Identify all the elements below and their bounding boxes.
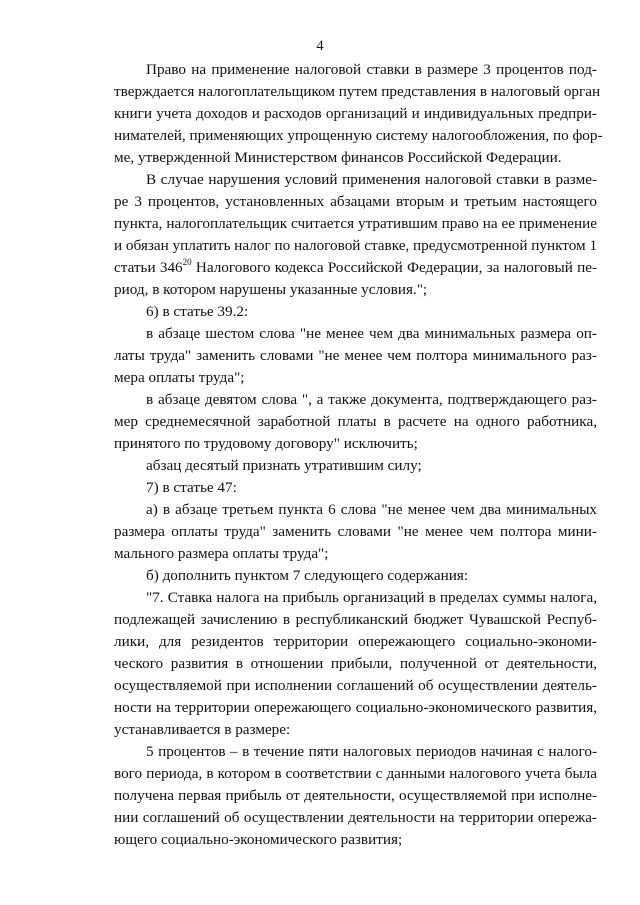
text-line: и обязан уплатить налог по налоговой ставке, предусмотренной пунктом 1 [114, 237, 598, 254]
text-line: мального размера оплаты труда"; [114, 545, 329, 562]
paragraph [114, 301, 597, 323]
text-line: б) дополнить пунктом 7 следующего содержания: [146, 567, 469, 584]
paragraph [114, 587, 597, 741]
text-line: в абзаце девятом слова ", а также документа, подтверждающего раз- [146, 391, 597, 408]
text-line: ме, утвержденной Министерством финансов Российской Федерации. [114, 149, 562, 166]
text-line: риод, в котором нарушены указанные условия."; [114, 281, 428, 298]
text-line: 5 процентов – в течение пяти налоговых периодов начиная с налого- [146, 743, 597, 760]
text-line: а) в абзаце третьем пункта 6 слова "не менее чем два минимальных [146, 501, 597, 518]
paragraph [114, 59, 603, 169]
text-line [114, 257, 597, 279]
text-line: вого периода, в котором в соответствии с данными налогового учета была [114, 765, 597, 782]
text-line: осуществляемой при исполнении соглашений об осуществлении деятель- [114, 677, 597, 694]
paragraph [114, 477, 597, 499]
paragraph [114, 741, 597, 851]
paragraph [114, 389, 597, 455]
text-fragment: статьи 346 [114, 259, 183, 276]
paragraph [114, 565, 597, 587]
page-number: 4 [316, 38, 324, 54]
text-line: латы труда" заменить словами "не менее чем полтора минимального раз- [114, 347, 597, 364]
text-line: абзац десятый признать утратившим силу; [146, 457, 422, 474]
text-line: нимателей, применяющих упрощенную систему налогообложения, по фор- [114, 127, 603, 144]
paragraph [114, 499, 597, 565]
paragraph [114, 455, 597, 477]
text-line: подлежащей зачислению в республиканский бюджет Чувашской Респуб- [114, 611, 597, 628]
text-line: "7. Ставка налога на прибыль организаций в пределах суммы налога, [146, 589, 597, 606]
text-line: ющего социально-экономического развития; [114, 831, 403, 848]
text-line: ности на территории опережающего социально-экономического развития, [114, 699, 597, 716]
text-line: получена первая прибыль от деятельности, осуществляемой при исполне- [114, 787, 597, 804]
text-line: Право на применение налоговой ставки в размере 3 процентов под- [146, 61, 597, 78]
text-line: 6) в статье 39.2: [146, 303, 249, 320]
text-line: устанавливается в размере: [114, 721, 291, 738]
text-line: принятого по трудовому договору" исключить; [114, 435, 418, 452]
text-line: пункта, налогоплательщик считается утратившим право на ее применение [114, 215, 597, 232]
text-line: тверждается налогоплательщиком путем представления в налоговый орган [114, 83, 601, 100]
text-line: В случае нарушения условий применения налоговой ставки в разме- [146, 171, 597, 188]
text-line: размера оплаты труда" заменить словами "не менее чем полтора мини- [114, 523, 597, 540]
text-fragment: Налогового кодекса Российской Федерации, за налоговый пе- [191, 259, 597, 276]
paragraph [114, 323, 597, 389]
text-line: мера оплаты труда"; [114, 369, 245, 386]
text-line: в абзаце шестом слова "не менее чем два минимальных размера оп- [146, 325, 597, 342]
text-line: 7) в статье 47: [146, 479, 237, 496]
text-line: лики, для резидентов территории опережающего социально-экономи- [114, 633, 597, 650]
text-line: ре 3 процентов, установленных абзацами вторым и третьим настоящего [114, 193, 597, 210]
text-line: книги учета доходов и расходов организаций и индивидуальных предпри- [114, 105, 597, 122]
document-body [114, 59, 603, 851]
text-line: нии соглашений об осуществлении деятельности на территории опережа- [114, 809, 597, 826]
paragraph [114, 169, 597, 301]
superscript: 20 [182, 257, 192, 267]
text-line: ческого развития в отношении прибыли, полученной от деятельности, [114, 655, 597, 672]
text-line: мер среднемесячной заработной платы в расчете на одного работника, [114, 413, 597, 430]
